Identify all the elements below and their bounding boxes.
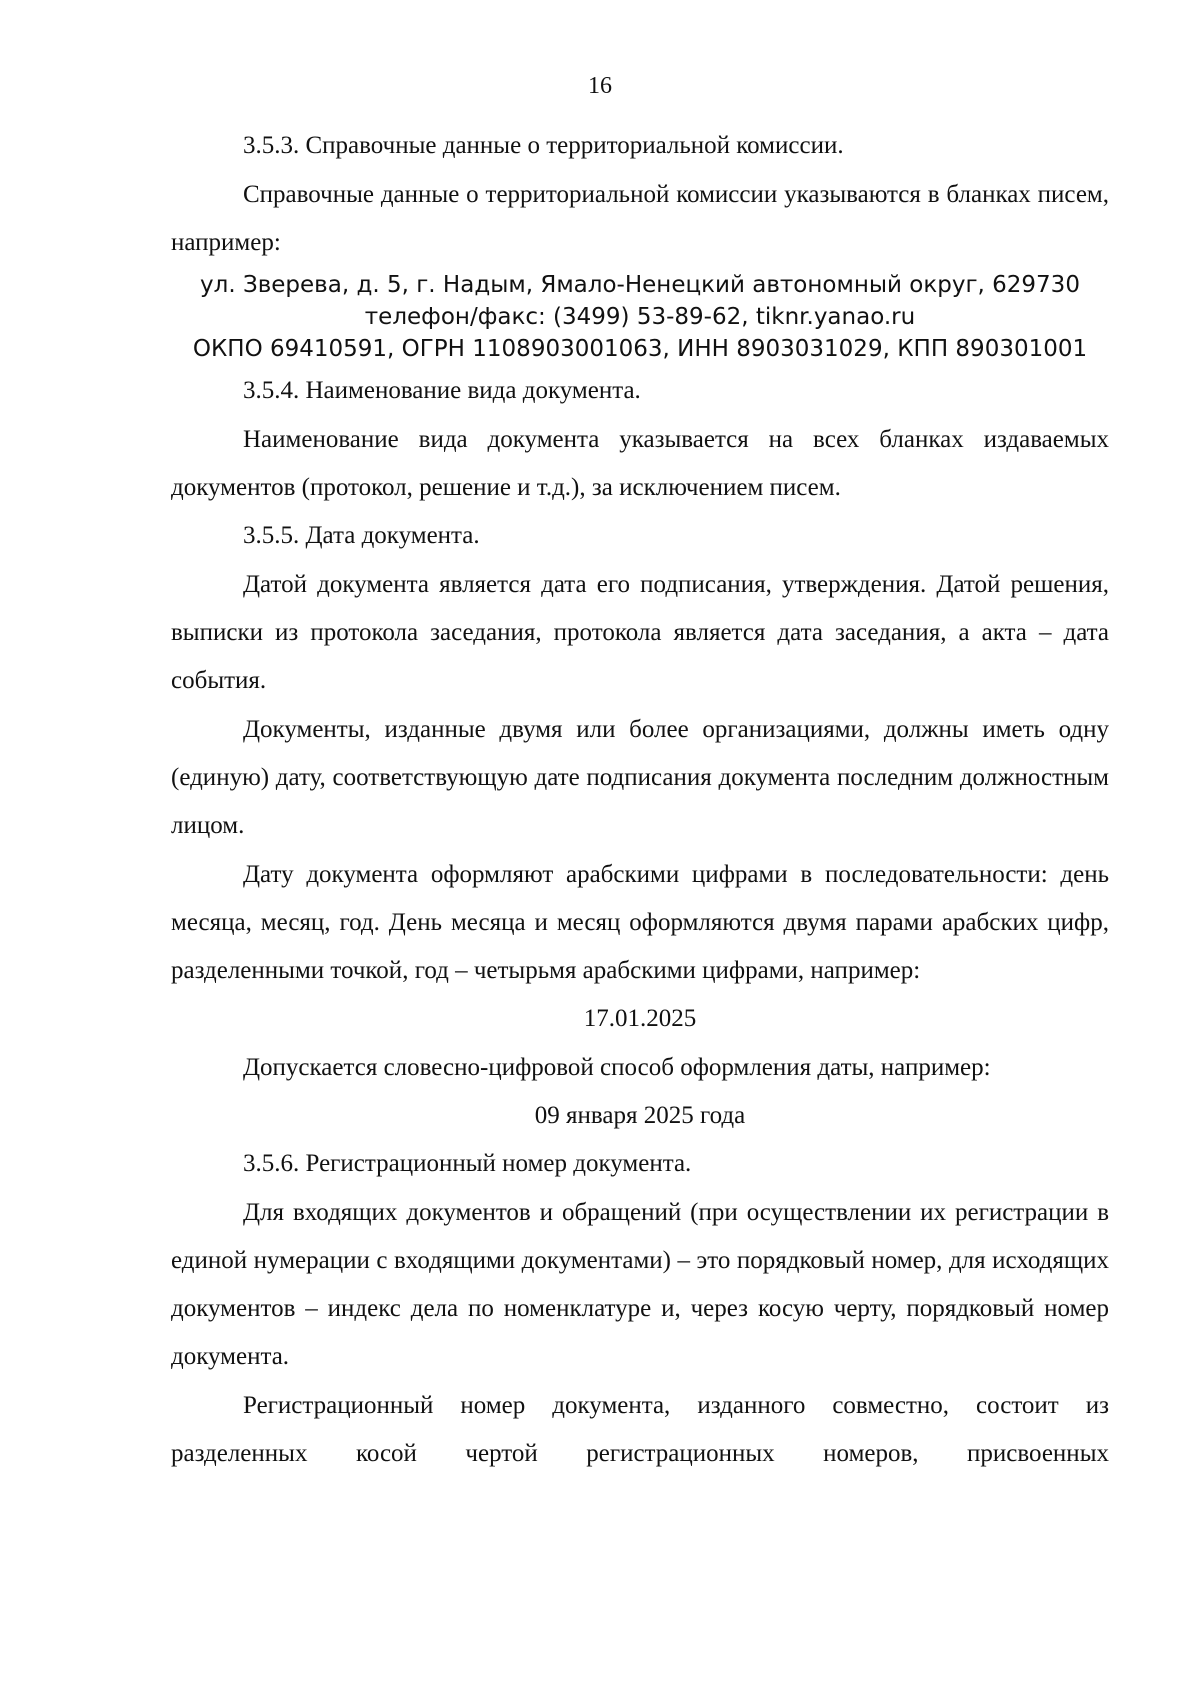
page-number: 16 — [588, 73, 612, 99]
example-date-words: 09 января 2025 года — [534, 1102, 746, 1129]
paragraph-joint-registration-number: Регистрационный номер документа, изданного совместно, состоит из разделенных косой чертой регистрационных номеров, присвоенных — [171, 1392, 1109, 1467]
section-heading-3-5-4: 3.5.4. Наименование вида документа. — [243, 377, 641, 404]
document-body — [171, 122, 1109, 1478]
registration-codes-line: ОКПО 69410591, ОГРН 1108903001063, ИНН 8903031029, КПП 890301001 — [192, 336, 1088, 362]
paragraph-joint-date: Документы, изданные двумя или более организациями, должны иметь одну (единую) дату, соответствующую дате подписания документа последним должностным лицом. — [171, 716, 1109, 839]
example-date-numeric: 17.01.2025 — [583, 1005, 697, 1032]
example-address-block — [171, 269, 1109, 365]
paragraph-date-definition: Датой документа является дата его подписания, утверждения. Датой решения, выписки из протокола заседания, протокола является дата заседания, а акта – дата события. — [171, 571, 1109, 694]
paragraph-reference-data: Справочные данные о территориальной комиссии указываются в бланках писем, например: — [171, 181, 1109, 256]
section-heading-3-5-3: 3.5.3. Справочные данные о территориальной комиссии. — [243, 132, 844, 159]
address-line: ул. Зверева, д. 5, г. Надым, Ямало-Ненецкий автономный округ, 629730 — [200, 272, 1080, 298]
section-heading-3-5-6: 3.5.6. Регистрационный номер документа. — [243, 1150, 692, 1177]
paragraph-registration-number: Для входящих документов и обращений (при осуществлении их регистрации в единой нумерации с входящими документами) – это порядковый номер, для исходящих документов – индекс дела по номенклатуре и, через косую черту, порядковый номер документа. — [171, 1199, 1109, 1370]
paragraph-document-type: Наименование вида документа указывается на всех бланках издаваемых документов (протокол, решение и т.д.), за исключением писем. — [171, 426, 1109, 501]
paragraph-date-words: Допускается словесно-цифровой способ оформления даты, например: — [243, 1054, 991, 1081]
paragraph-date-format: Дату документа оформляют арабскими цифрами в последовательности: день месяца, месяц, год. День месяца и месяц оформляются двумя парами арабских цифр, разделенными точкой, год – четырьмя арабскими цифрами, например: — [171, 861, 1109, 984]
section-heading-3-5-5: 3.5.5. Дата документа. — [243, 522, 480, 549]
phone-line: телефон/факс: (3499) 53-89-62, tiknr.yanao.ru — [364, 304, 916, 330]
